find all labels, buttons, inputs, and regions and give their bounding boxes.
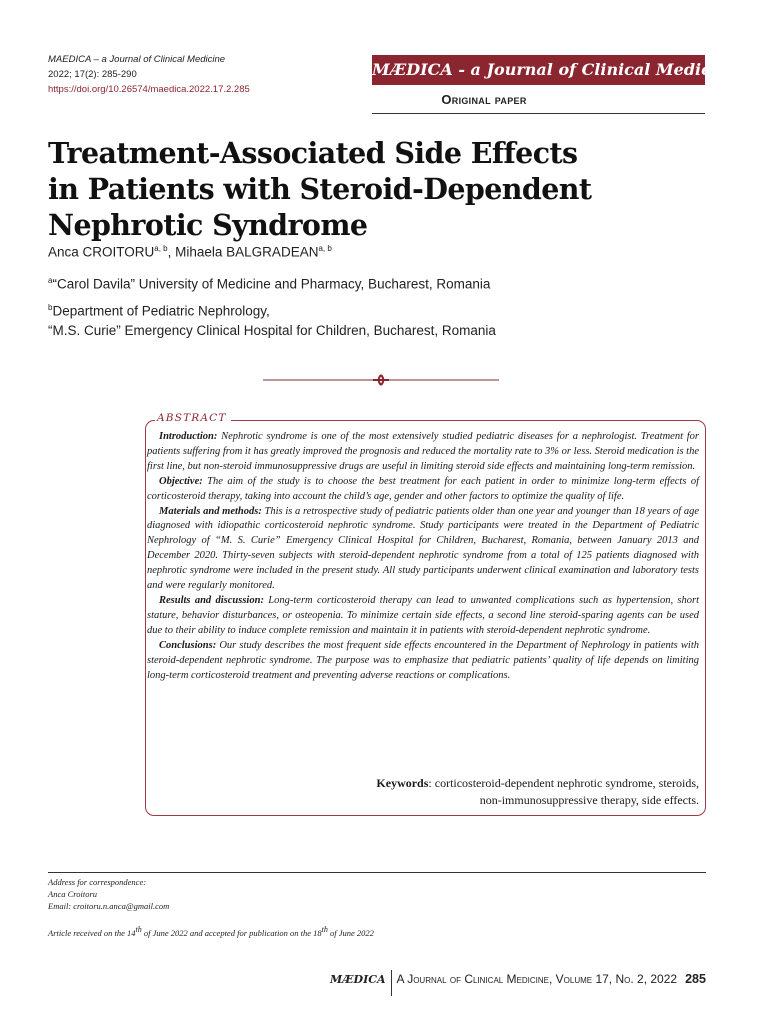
results-text: Long-term corticosteroid therapy can lead to unwanted complications such as hypertension, short stature, behavior disturbances, or osteopenia. To minimize certain side effects, a second line steroid-sparing agents can be used due to their ability to induce complete remission and maintain it in patients with steroid-dependent nephrotic syndrome. [147, 594, 700, 636]
keywords [147, 775, 699, 809]
affiliation-a [48, 271, 490, 294]
objective-text: The aim of the study is to choose the best treatment for each patient in order to minimize long-term effects of corticosteroid therapy, taking into account the child’s age, gender and other factors to optimize the quality of life. [147, 475, 699, 502]
conclusions-heading: Conclusions: [159, 639, 217, 651]
results-heading: Results and discussion: [159, 594, 264, 606]
doi-link[interactable]: https://doi.org/10.26574/maedica.2022.17.2.285 [48, 84, 250, 95]
paper-type: Original paper [441, 92, 527, 107]
author-2-affil: a, b [318, 244, 332, 253]
accepted-ordinal: th [321, 925, 328, 934]
correspondence-name: Anca Croitoru [48, 889, 98, 899]
received-ordinal: th [135, 925, 142, 934]
introduction-text: Nephrotic syndrome is one of the most extensively studied pediatric diseases for a nephrologist. Treatment for patients suffering from it has greatly improved the prognosis and reduced the mortality rate to 3% or less. Steroid medication is the first line, but non-steroid immunosuppressive drugs are useful in limiting steroid side effects and maintaining long-term remission. [147, 431, 699, 472]
abstract-introduction [147, 430, 699, 475]
abstract-conclusions [147, 639, 699, 684]
journal-banner: MÆDICA - a Journal of Clinical Medicine [372, 55, 705, 85]
author-2: Mihaela BALGRADEAN [175, 244, 319, 260]
footer-divider [391, 970, 392, 996]
footnote-rule [48, 872, 706, 873]
keywords-line-1: : corticosteroid-dependent nephrotic syndrome, steroids, [428, 776, 699, 790]
abstract-label: ABSTRACT [155, 412, 231, 424]
title-line-1: Treatment-Associated Side Effects [48, 136, 578, 170]
article-history [48, 924, 374, 939]
affiliation-b [48, 298, 496, 340]
correspondence-email[interactable]: Email: croitoru.n.anca@gmail.com [48, 901, 170, 911]
received-text: Article received on the 14 [48, 927, 136, 938]
affiliation-b-line-2: “M.S. Curie” Emergency Clinical Hospital for Children, Bucharest, Romania [48, 322, 496, 338]
journal-citation [48, 52, 250, 97]
author-separator: , [167, 244, 176, 260]
footer-brand: MÆDICA [330, 973, 386, 987]
article-title [48, 135, 688, 243]
accepted-text: of June 2022 and accepted for publication on the 18 [141, 927, 322, 938]
journal-line: MAEDICA – a Journal of Clinical Medicine [48, 54, 226, 65]
page-footer [330, 967, 706, 985]
abstract-methods [147, 505, 699, 594]
keywords-line-2: non-immunosuppressive therapy, side effects. [479, 793, 699, 807]
affiliation-a-text: “Carol Davila” University of Medicine and Pharmacy, Bucharest, Romania [52, 276, 491, 292]
introduction-heading: Introduction: [159, 431, 218, 442]
footer-journal: A Journal of Clinical Medicine, Volume 17, No. 2, 2022 [396, 972, 678, 987]
title-line-2: in Patients with Steroid-Dependent [48, 172, 592, 206]
abstract-results [147, 594, 699, 639]
abstract-objective [147, 475, 699, 505]
author-list [48, 244, 332, 260]
objective-heading: Objective: [159, 475, 203, 487]
methods-text: This is a retrospective study of pediatric patients older than one year and younger than 18 years of age diagnosed with idiopathic corticosteroid nephrotic syndrome. Study participants were treated in the Department of Pediatric Nephrology of “M. S. Curie” Emergency Clinical Hospital for Children, Bucharest, Romania, between January 2013 and December 2020. Thirty-seven subjects with steroid-dependent nephrotic syndrome from a total of 125 patients diagnosed with nephrotic syndrome were included in the present study. All study participants underwent clinical examination and laboratory tests and were regularly monitored. [147, 505, 699, 592]
affiliation-b-line-1: Department of Pediatric Nephrology, [52, 303, 270, 319]
header-rule [372, 113, 705, 114]
issue-line: 2022; 17(2): 285-290 [48, 69, 137, 80]
correspondence-label: Address for correspondence: [48, 877, 147, 887]
author-1: Anca CROITORU [48, 244, 155, 260]
abstract-body [147, 430, 699, 683]
affiliation-a-mark: a [48, 276, 53, 285]
section-ornament [263, 372, 499, 388]
keywords-heading: Keywords [376, 776, 429, 790]
methods-heading: Materials and methods: [159, 505, 262, 517]
accepted-month: of June 2022 [327, 927, 374, 938]
correspondence [48, 876, 169, 912]
affiliation-b-mark: b [48, 303, 53, 312]
title-line-3: Nephrotic Syndrome [48, 208, 368, 242]
author-1-affil: a, b [154, 244, 168, 253]
conclusions-text: Our study describes the most frequent side effects encountered in the Department of Nephrology in patients with steroid-dependent nephrotic syndrome. The purpose was to emphasize that pediatric patients’ quality of life depends on limiting long-term corticosteroid treatment and preventing adverse reactions or complications. [147, 639, 699, 681]
page-number: 285 [685, 972, 706, 987]
